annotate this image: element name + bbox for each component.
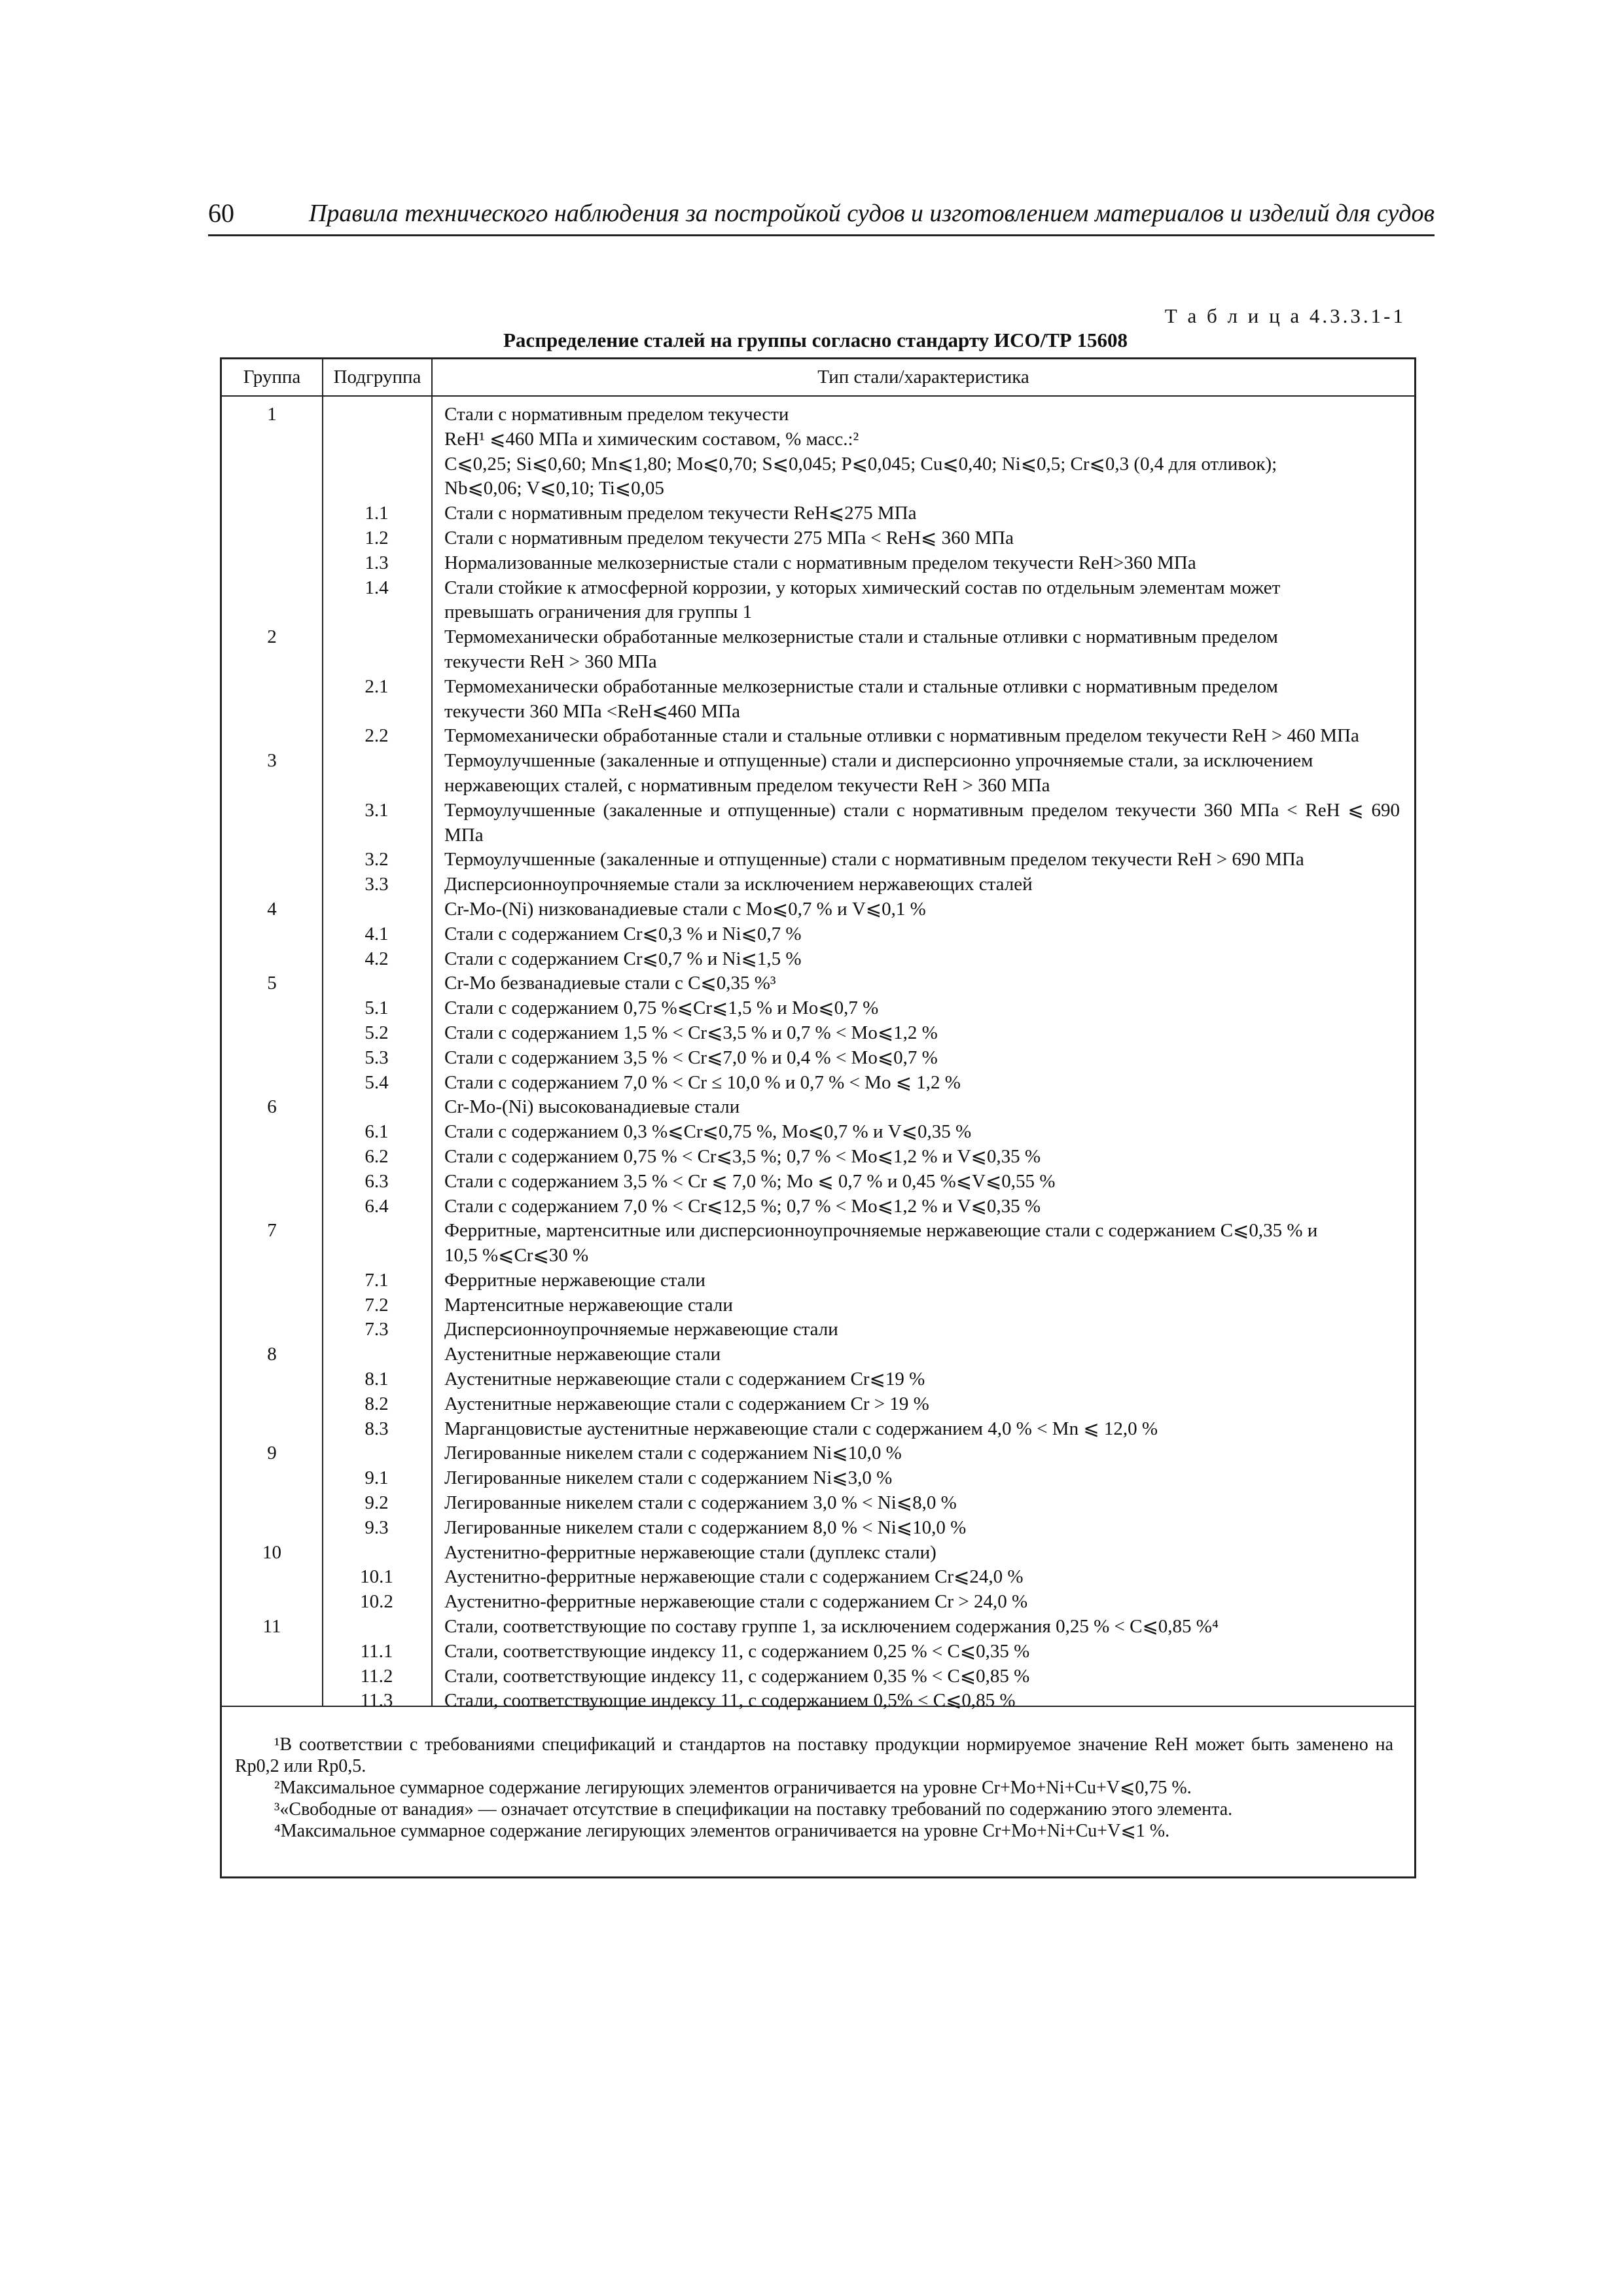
- subgroup-cell: [322, 1219, 431, 1244]
- subgroup-cell: 1.1: [365, 503, 389, 524]
- table-row: [222, 996, 1414, 1021]
- group-cell: [222, 551, 322, 576]
- group-cell: [222, 452, 322, 477]
- table-row: [222, 1293, 1414, 1318]
- subgroup-cell: [322, 452, 431, 477]
- subgroup-cell: 6.1: [365, 1121, 389, 1143]
- table-row: [222, 1615, 1414, 1640]
- description-cell: Термомеханически обработанные стали и стальные отливки с нормативным пределом текучести ReH > 460 МПа: [444, 725, 1359, 747]
- subgroup-cell: [322, 700, 431, 725]
- group-cell: [222, 1071, 322, 1096]
- subgroup-cell: [322, 971, 431, 996]
- subgroup-cell: 8.2: [365, 1393, 389, 1414]
- description-cell: Мартенситные нержавеющие стали: [444, 1294, 733, 1316]
- table-row: [222, 1565, 1414, 1590]
- subgroup-cell: 2.1: [365, 675, 389, 697]
- description-cell: Аустенитно-ферритные нержавеющие стали с содержанием Cr > 24,0 %: [444, 1591, 1028, 1613]
- table-id: Т а б л и ц а 4.3.3.1-1: [1164, 304, 1406, 327]
- table-row: [222, 922, 1414, 947]
- steel-groups-table: [220, 357, 1416, 1878]
- table-row: [222, 1194, 1414, 1219]
- description-cell: Термоулучшенные (закаленные и отпущенные) стали с нормативным пределом текучести ReH > 690 МПа: [444, 849, 1304, 870]
- table-row: [222, 1244, 1414, 1268]
- header-divider: [222, 395, 1414, 397]
- group-cell: [222, 1293, 322, 1318]
- table-row: [222, 1491, 1414, 1516]
- group-cell: [222, 1466, 322, 1491]
- table-row: [222, 798, 1414, 848]
- subgroup-cell: 3.3: [365, 874, 389, 895]
- group-cell: 1: [267, 404, 277, 425]
- group-cell: [222, 700, 322, 725]
- group-cell: [222, 476, 322, 501]
- subgroup-cell: 10.1: [360, 1566, 393, 1588]
- subgroup-cell: 6.4: [365, 1195, 389, 1217]
- description-cell: Аустенитные нержавеющие стали с содержанием Cr > 19 %: [444, 1393, 929, 1414]
- table-row: [222, 1268, 1414, 1293]
- description-cell: Термомеханически обработанные мелкозернистые стали и стальные отливки с нормативным пределом: [444, 675, 1278, 697]
- group-cell: 8: [267, 1344, 277, 1365]
- description-cell: Cr-Mo-(Ni) низкованадиевые стали с Mo⩽0,7 % и V⩽0,1 %: [444, 898, 926, 920]
- table-row: [222, 1590, 1414, 1615]
- description-cell: Аустенитно-ферритные нержавеющие стали с содержанием Cr⩽24,0 %: [444, 1566, 1024, 1588]
- description-cell: 10,5 %⩽Cr⩽30 %: [444, 1245, 589, 1266]
- description-cell: Аустенитные нержавеющие стали с содержанием Cr⩽19 %: [444, 1369, 925, 1390]
- description-cell: Стали стойкие к атмосферной коррозии, у которых химический состав по отдельным элементам может: [444, 577, 1281, 598]
- subgroup-cell: 1.3: [365, 552, 389, 573]
- table-row: [222, 576, 1414, 601]
- table-body: [222, 403, 1414, 1713]
- table-row: [222, 1392, 1414, 1417]
- table-row: [222, 1021, 1414, 1046]
- subgroup-cell: 3.1: [365, 799, 389, 821]
- group-cell: 5: [267, 973, 277, 994]
- description-cell: Легированные никелем стали с содержанием 3,0 % < Ni⩽8,0 %: [444, 1492, 957, 1514]
- table-row: [222, 1664, 1414, 1689]
- page-number: 60: [208, 198, 234, 228]
- group-cell: [222, 1021, 322, 1046]
- table-row: [222, 551, 1414, 576]
- table-row: [222, 675, 1414, 700]
- subgroup-cell: [322, 1541, 431, 1566]
- footnote: ²Максимальное суммарное содержание легирующих элементов ограничивается на уровне Cr+Mo+Ni+Cu+V⩽0,75 %.: [274, 1778, 1192, 1798]
- description-cell: нержавеющих сталей, с нормативным пределом текучести ReH > 360 МПа: [444, 774, 1050, 796]
- subgroup-cell: [322, 1244, 431, 1268]
- footnote: ¹В соответствии с требованиями спецификаций и стандартов на поставку продукции нормируемое значение ReH может быть заменено на Rp0,2 или Rp0,5.: [235, 1734, 1393, 1776]
- subgroup-cell: 2.2: [365, 725, 389, 747]
- table-row: [222, 1071, 1414, 1096]
- group-cell: [222, 922, 322, 947]
- description-cell: Cr-Mo безванадиевые стали с C⩽0,35 %³: [444, 973, 776, 994]
- group-cell: [222, 848, 322, 872]
- subgroup-cell: 11.1: [360, 1640, 393, 1662]
- description-cell: C⩽0,25; Si⩽0,60; Mn⩽1,80; Mo⩽0,70; S⩽0,045; P⩽0,045; Cu⩽0,40; Ni⩽0,5; Cr⩽0,3 (0,4 для отливок);: [444, 453, 1277, 475]
- group-cell: [222, 1120, 322, 1145]
- group-cell: [222, 947, 322, 972]
- column-header-subgroup: Подгруппа: [333, 367, 421, 387]
- table-row: [222, 1318, 1414, 1342]
- table-row: [222, 1342, 1414, 1367]
- table-row: [222, 724, 1414, 749]
- description-cell: Легированные никелем стали с содержанием Ni⩽10,0 %: [444, 1443, 902, 1464]
- table-row: [222, 1367, 1414, 1392]
- group-cell: [222, 675, 322, 700]
- description-cell: Легированные никелем стали с содержанием 8,0 % < Ni⩽10,0 %: [444, 1516, 967, 1538]
- subgroup-cell: 8.3: [365, 1418, 389, 1439]
- description-cell: текучести 360 МПа <ReH⩽460 МПа: [444, 700, 740, 722]
- group-cell: 9: [267, 1443, 277, 1464]
- description-cell: Ферритные нержавеющие стали: [444, 1269, 705, 1291]
- footnote: ⁴Максимальное суммарное содержание легирующих элементов ограничивается на уровне Cr+Mo+Ni+Cu+V⩽1 %.: [274, 1821, 1170, 1841]
- table-row: [222, 1095, 1414, 1120]
- table-row: [222, 749, 1414, 774]
- subgroup-cell: 7.2: [365, 1294, 389, 1316]
- subgroup-cell: 9.3: [365, 1516, 389, 1538]
- group-cell: [222, 1640, 322, 1664]
- subgroup-cell: 6.3: [365, 1170, 389, 1192]
- description-cell: Стали, соответствующие индексу 11, с содержанием 0,35 % < C⩽0,85 %: [444, 1665, 1030, 1687]
- subgroup-cell: [322, 1342, 431, 1367]
- subgroup-cell: 1.2: [365, 527, 389, 548]
- subgroup-cell: 4.2: [365, 948, 389, 969]
- group-cell: [222, 724, 322, 749]
- subgroup-cell: 8.1: [365, 1369, 389, 1390]
- group-cell: [222, 996, 322, 1021]
- description-cell: Стали с нормативным пределом текучести 275 МПа < ReH⩽ 360 МПа: [444, 527, 1014, 548]
- description-cell: Стали с содержанием Cr⩽0,7 % и Ni⩽1,5 %: [444, 948, 802, 969]
- page-header: [208, 195, 1435, 236]
- subgroup-cell: [322, 403, 431, 427]
- group-cell: [222, 1565, 322, 1590]
- table-row: [222, 427, 1414, 452]
- subgroup-cell: [322, 650, 431, 675]
- subgroup-cell: 5.1: [365, 997, 389, 1019]
- subgroup-cell: 9.1: [365, 1467, 389, 1489]
- group-cell: [222, 1392, 322, 1417]
- table-row: [222, 1145, 1414, 1170]
- group-cell: [222, 1318, 322, 1342]
- group-cell: [222, 1417, 322, 1442]
- table-caption: Распределение сталей на группы согласно стандарту ИСО/ТР 15608: [503, 329, 1128, 351]
- table-row: [222, 947, 1414, 972]
- table-row: [222, 971, 1414, 996]
- group-cell: [222, 774, 322, 798]
- table-row: [222, 872, 1414, 897]
- table-row: [222, 526, 1414, 551]
- description-cell: Стали с содержанием Cr⩽0,3 % и Ni⩽0,7 %: [444, 923, 802, 944]
- table-row: [222, 501, 1414, 526]
- subgroup-cell: [322, 897, 431, 922]
- group-cell: [222, 1170, 322, 1194]
- subgroup-cell: 5.3: [365, 1047, 389, 1068]
- subgroup-cell: 3.2: [365, 849, 389, 870]
- subgroup-cell: 6.2: [365, 1145, 389, 1167]
- description-cell: Стали с содержанием 3,5 % < Cr⩽7,0 % и 0,4 % < Mo⩽0,7 %: [444, 1047, 938, 1068]
- description-cell: Стали с содержанием 1,5 % < Cr⩽3,5 % и 0,7 % < Mo⩽1,2 %: [444, 1022, 938, 1043]
- group-cell: [222, 1689, 322, 1713]
- description-cell: Марганцовистые аустенитные нержавеющие стали с содержанием 4,0 % < Mn ⩽ 12,0 %: [444, 1418, 1158, 1439]
- subgroup-cell: [322, 749, 431, 774]
- subgroup-cell: 1.4: [365, 577, 389, 598]
- group-cell: [222, 650, 322, 675]
- description-cell: ReH¹ ⩽460 МПа и химическим составом, % масс.:²: [444, 428, 859, 450]
- description-cell: Аустенитные нержавеющие стали: [444, 1344, 721, 1365]
- subgroup-cell: 5.2: [365, 1022, 389, 1043]
- description-cell: Стали, соответствующие индексу 11, с содержанием 0,25 % < C⩽0,35 %: [444, 1640, 1030, 1662]
- group-cell: [222, 427, 322, 452]
- group-cell: [222, 1244, 322, 1268]
- group-cell: [222, 600, 322, 625]
- description-cell: текучести ReH > 360 МПа: [444, 651, 657, 672]
- description-cell: превышать ограничения для группы 1: [444, 601, 753, 623]
- table-row: [222, 848, 1414, 872]
- group-cell: 6: [267, 1096, 277, 1118]
- group-cell: [222, 1194, 322, 1219]
- description-cell: Стали с содержанием 0,75 % < Cr⩽3,5 %; 0,7 % < Mo⩽1,2 % и V⩽0,35 %: [444, 1145, 1041, 1167]
- group-cell: [222, 501, 322, 526]
- table-row: [222, 1466, 1414, 1491]
- group-cell: 11: [262, 1616, 281, 1638]
- table-row: [222, 476, 1414, 501]
- description-cell: Стали с содержанием 3,5 % < Cr ⩽ 7,0 %; Mo ⩽ 0,7 % и 0,45 %⩽V⩽0,55 %: [444, 1170, 1056, 1192]
- subgroup-cell: 7.1: [365, 1269, 389, 1291]
- subgroup-cell: 11.3: [360, 1690, 393, 1712]
- table-row: [222, 600, 1414, 625]
- subgroup-cell: [322, 1095, 431, 1120]
- description-cell: Термоулучшенные (закаленные и отпущенные) стали и дисперсионно упрочняемые стали, за исключением: [444, 750, 1313, 772]
- group-cell: [222, 872, 322, 897]
- subgroup-cell: 9.2: [365, 1492, 389, 1514]
- description-cell: Стали с содержанием 7,0 % < Cr⩽12,5 %; 0,7 % < Mo⩽1,2 % и V⩽0,35 %: [444, 1195, 1041, 1217]
- table-row: [222, 650, 1414, 675]
- table-row: [222, 1441, 1414, 1466]
- description-cell: Аустенитно-ферритные нержавеющие стали (дуплекс стали): [444, 1541, 936, 1563]
- subgroup-cell: [322, 427, 431, 452]
- group-cell: [222, 576, 322, 601]
- description-cell: Стали с нормативным пределом текучести ReH⩽275 МПа: [444, 503, 917, 524]
- group-cell: [222, 1516, 322, 1541]
- description-cell: Легированные никелем стали с содержанием Ni⩽3,0 %: [444, 1467, 893, 1489]
- table-row: [222, 897, 1414, 922]
- group-cell: [222, 1145, 322, 1170]
- subgroup-cell: [322, 1441, 431, 1466]
- group-cell: 3: [267, 750, 277, 772]
- group-cell: 4: [267, 898, 277, 920]
- group-cell: 10: [262, 1541, 281, 1563]
- table-row: [222, 1516, 1414, 1541]
- subgroup-cell: 4.1: [365, 923, 389, 944]
- table-row: [222, 700, 1414, 725]
- subgroup-cell: [322, 1615, 431, 1640]
- group-cell: 7: [267, 1220, 277, 1242]
- subgroup-cell: 5.4: [365, 1071, 389, 1093]
- group-cell: [222, 1491, 322, 1516]
- table-row: [222, 1120, 1414, 1145]
- description-cell: Дисперсионноупрочняемые нержавеющие стали: [444, 1319, 838, 1340]
- description-cell: Стали с содержанием 0,75 %⩽Cr⩽1,5 % и Mo⩽0,7 %: [444, 997, 879, 1019]
- description-cell: Нормализованные мелкозернистые стали с нормативным пределом текучести ReH>360 МПа: [444, 552, 1196, 573]
- description-cell: Cr-Mo-(Ni) высокованадиевые стали: [444, 1096, 740, 1118]
- subgroup-cell: [322, 774, 431, 798]
- group-cell: [222, 1664, 322, 1689]
- table-row: [222, 1640, 1414, 1664]
- group-cell: [222, 798, 322, 848]
- footnote: ³«Свободные от ванадия» — означает отсутствие в спецификации на поставку требований по содержанию этого элемента.: [274, 1799, 1233, 1820]
- table-row: [222, 1170, 1414, 1194]
- description-cell: Стали с нормативным пределом текучести: [444, 404, 789, 425]
- group-cell: [222, 1046, 322, 1071]
- group-cell: [222, 1268, 322, 1293]
- description-cell: Nb⩽0,06; V⩽0,10; Ti⩽0,05: [444, 478, 664, 499]
- table-row: [222, 1219, 1414, 1244]
- subgroup-cell: 10.2: [360, 1591, 393, 1613]
- group-cell: [222, 1590, 322, 1615]
- subgroup-cell: 7.3: [365, 1319, 389, 1340]
- description-cell: Дисперсионноупрочняемые стали за исключением нержавеющих сталей: [444, 874, 1033, 895]
- table-row: [222, 1689, 1414, 1713]
- footnotes: [235, 1734, 1393, 1842]
- table-row: [222, 625, 1414, 650]
- running-title: Правила технического наблюдения за постройкой судов и изготовлением материалов и изделий для судов: [308, 200, 1435, 227]
- description-cell: Стали с содержанием 7,0 % < Cr ≤ 10,0 % и 0,7 % < Mo ⩽ 1,2 %: [444, 1071, 961, 1093]
- column-header-type: Тип стали/характеристика: [817, 367, 1029, 387]
- description-cell: Ферритные, мартенситные или дисперсионноупрочняемые нержавеющие стали с содержанием C⩽0,35 % и: [444, 1220, 1318, 1242]
- table-row: [222, 452, 1414, 477]
- group-cell: [222, 526, 322, 551]
- group-cell: [222, 1367, 322, 1392]
- subgroup-cell: [322, 625, 431, 650]
- table-row: [222, 774, 1414, 798]
- description-cell: Стали с содержанием 0,3 %⩽Cr⩽0,75 %, Mo⩽0,7 % и V⩽0,35 %: [444, 1121, 972, 1143]
- table-row: [222, 1046, 1414, 1071]
- subgroup-cell: [322, 476, 431, 501]
- subgroup-cell: [322, 600, 431, 625]
- table-row: [222, 1417, 1414, 1442]
- description-cell: Стали, соответствующие индексу 11, с содержанием 0,5% < C⩽0,85 %: [444, 1690, 1016, 1712]
- description-cell: Термомеханически обработанные мелкозернистые стали и стальные отливки с нормативным пределом: [444, 626, 1278, 648]
- table-row: [222, 1541, 1414, 1566]
- column-header-group: Группа: [243, 367, 301, 387]
- description-cell: Стали, соответствующие по составу группе 1, за исключением содержания 0,25 % < C⩽0,85 %⁴: [444, 1616, 1219, 1638]
- subgroup-cell: 11.2: [360, 1665, 393, 1687]
- group-cell: 2: [267, 626, 277, 648]
- table-row: [222, 403, 1414, 427]
- description-cell: Термоулучшенные (закаленные и отпущенные) стали с нормативным пределом текучести 360 МПа < ReH ⩽ 690 МПа: [444, 799, 1400, 846]
